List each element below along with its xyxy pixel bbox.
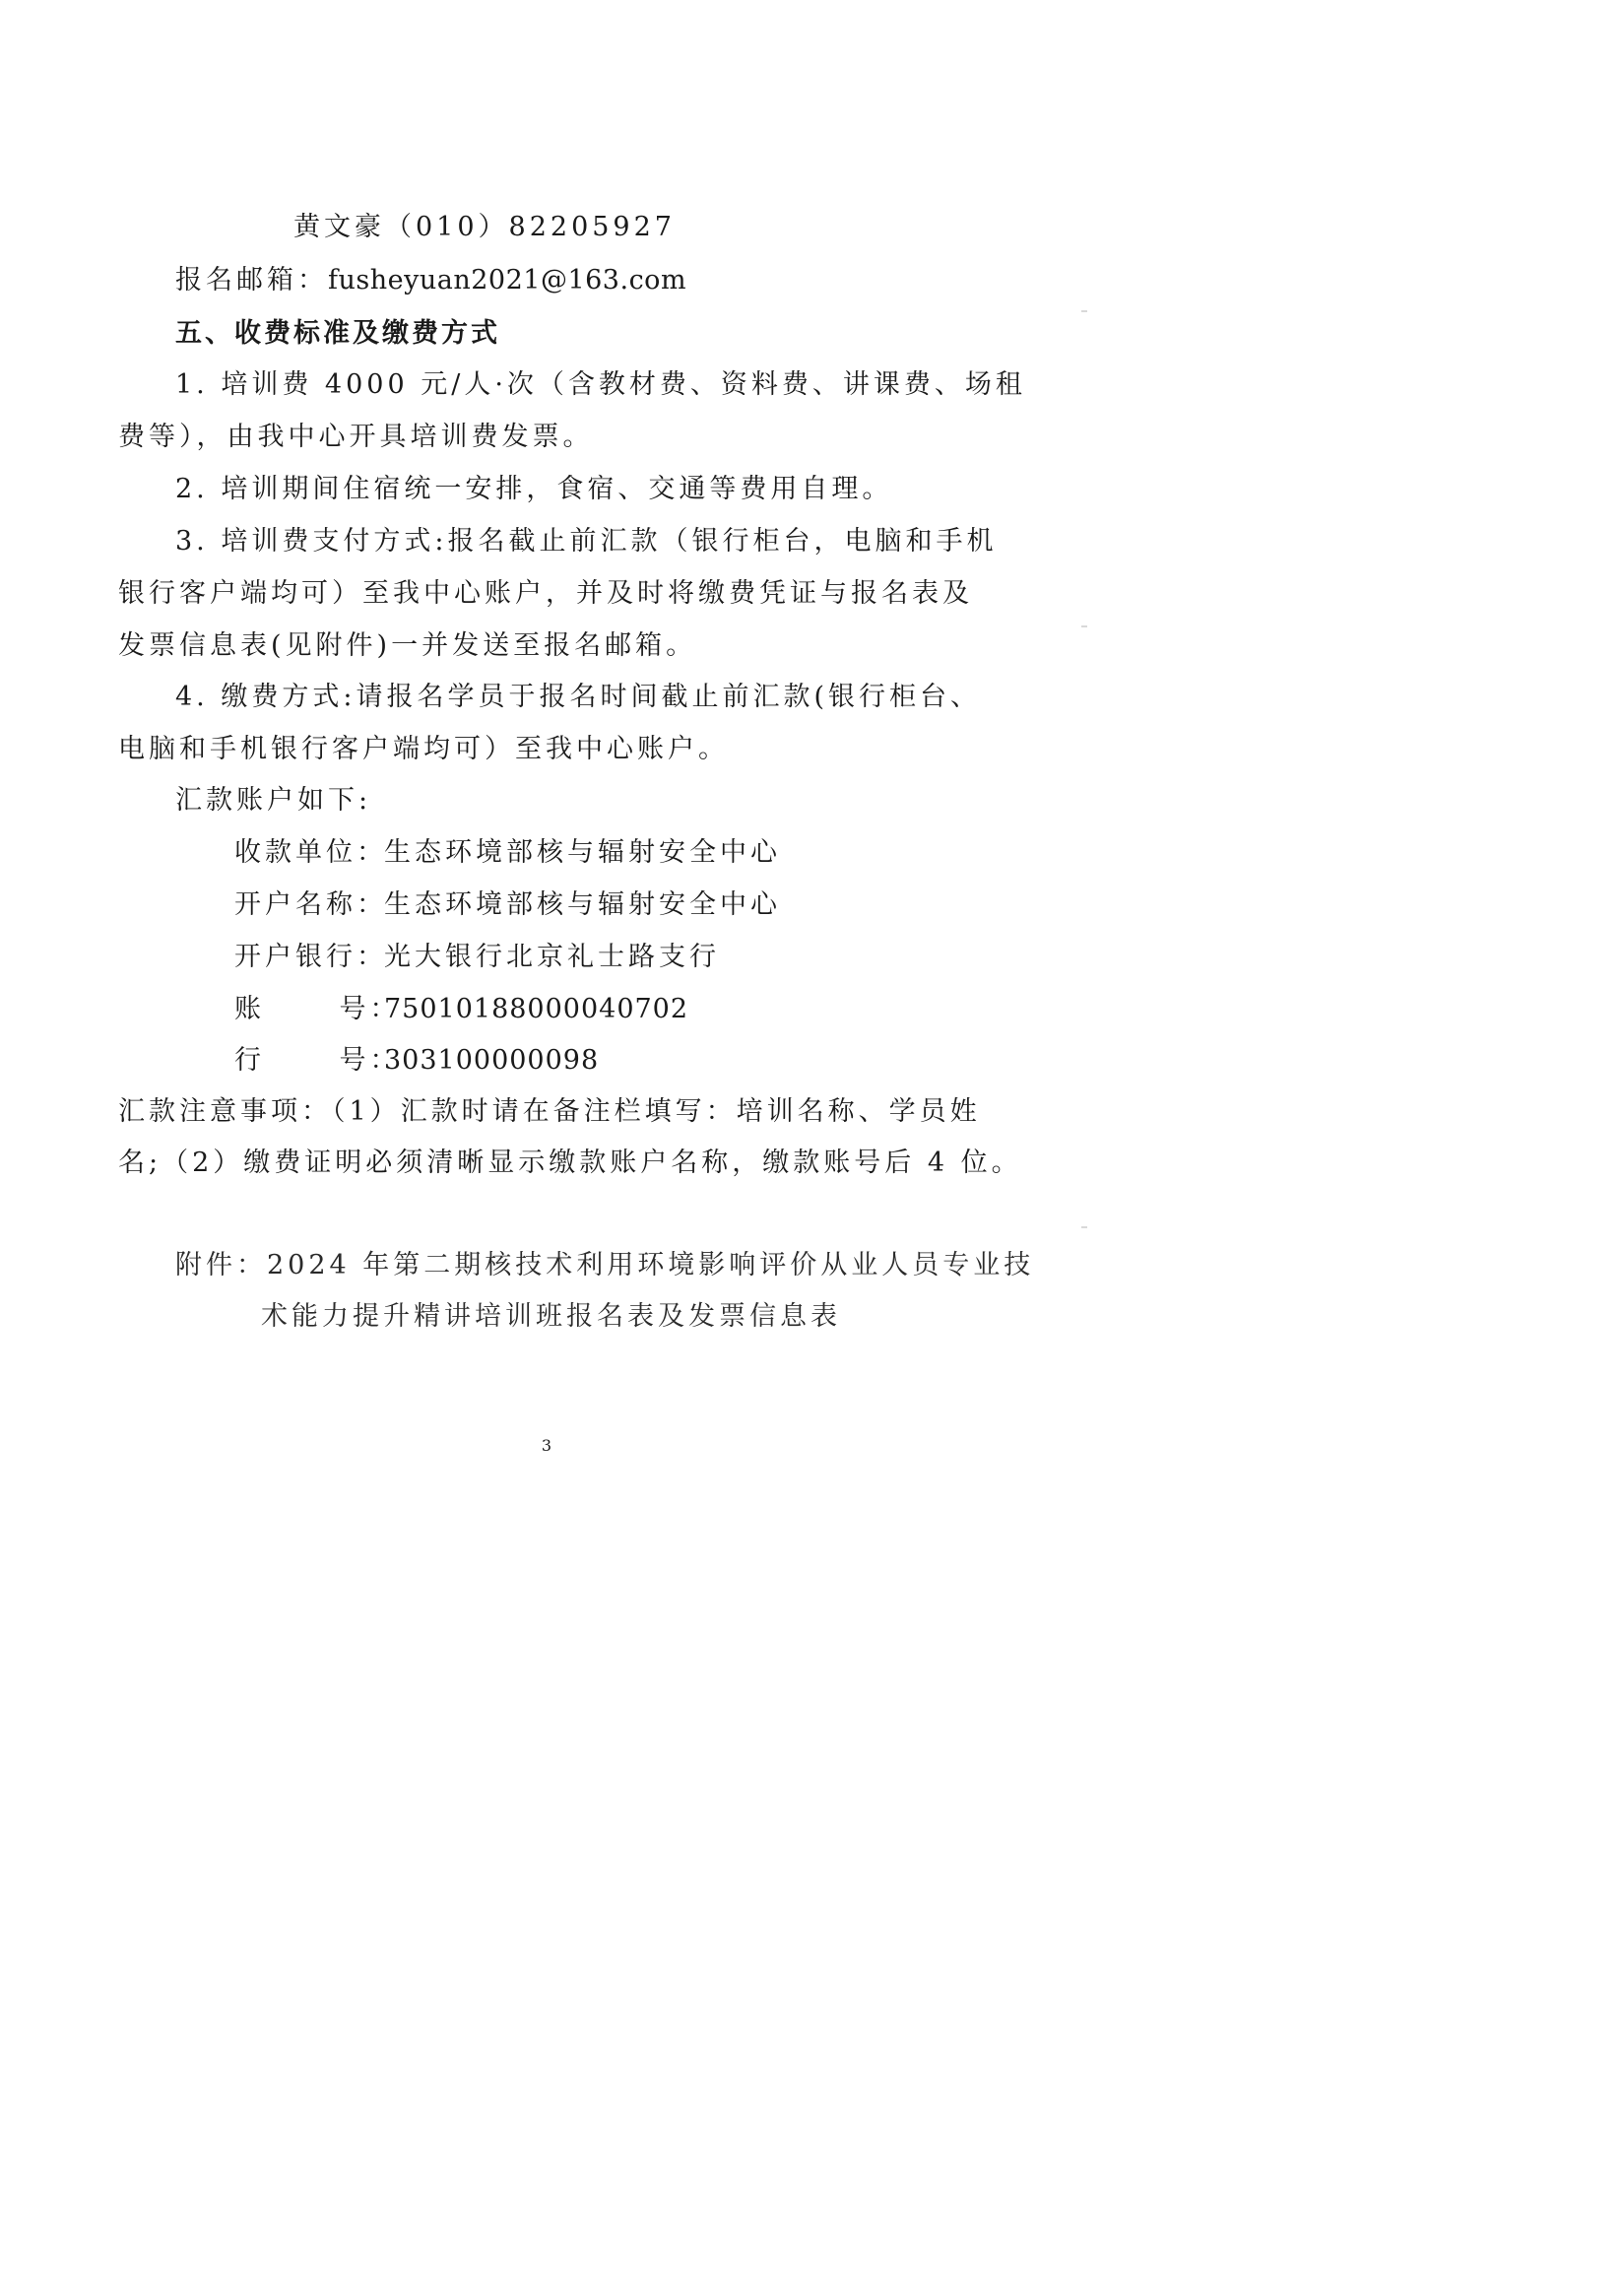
item-2-line-1: 2. 培训期间住宿统一安排，食宿、交通等费用自理。 bbox=[175, 474, 893, 504]
bank-label: 开户银行： bbox=[234, 942, 387, 972]
scan-edge-mark bbox=[1081, 310, 1087, 312]
attachment-line-1: 附件：2024 年第二期核技术利用环境影响评价从业人员专业技 bbox=[175, 1250, 1035, 1280]
payee-row bbox=[234, 836, 781, 870]
item-4-line-1: 4. 缴费方式:请报名学员于报名时间截止前汇款(银行柜台、 bbox=[175, 682, 981, 712]
item-3-line-2: 银行客户端均可）至我中心账户，并及时将缴费凭证与报名表及 bbox=[118, 578, 973, 609]
bank-code-value: 303100000098 bbox=[384, 1045, 600, 1076]
scan-edge-mark bbox=[1081, 625, 1087, 627]
item-3-line-3: 发票信息表(见附件)一并发送至报名邮箱。 bbox=[118, 630, 697, 661]
account-intro: 汇款账户如下: bbox=[175, 785, 372, 816]
email-value: fusheyuan2021@163.com bbox=[328, 265, 687, 295]
account-name-label: 开户名称： bbox=[234, 889, 387, 920]
bank-row bbox=[234, 941, 720, 974]
item-4-line-2: 电脑和手机银行客户端均可）至我中心账户。 bbox=[118, 734, 729, 764]
attachment-line-2: 术能力提升精讲培训班报名表及发票信息表 bbox=[261, 1301, 841, 1332]
contact-line: 黄文豪（010）82205927 bbox=[293, 212, 676, 242]
account-number-label: 账 号： bbox=[234, 994, 401, 1024]
bank-code-row bbox=[234, 1044, 599, 1078]
bank-code-label: 行 号： bbox=[234, 1045, 401, 1076]
document-page bbox=[0, 0, 1093, 1548]
email-row bbox=[175, 264, 686, 297]
notes-line-2: 名;（2）缴费证明必须清晰显示缴款账户名称，缴款账号后 4 位。 bbox=[118, 1148, 1022, 1178]
payee-label: 收款单位： bbox=[234, 837, 387, 868]
account-name-row bbox=[234, 888, 781, 922]
item-1-line-2: 费等），由我中心开具培训费发票。 bbox=[118, 422, 594, 452]
item-3-line-1: 3. 培训费支付方式:报名截止前汇款（银行柜台，电脑和手机 bbox=[175, 526, 998, 557]
page-number: 3 bbox=[541, 1436, 552, 1455]
email-label: 报名邮箱： bbox=[175, 265, 328, 295]
account-number-value: 75010188000040702 bbox=[384, 994, 689, 1024]
payee-value: 生态环境部核与辐射安全中心 bbox=[384, 837, 781, 868]
account-name-value: 生态环境部核与辐射安全中心 bbox=[384, 889, 781, 920]
notes-line-1: 汇款注意事项：（1）汇款时请在备注栏填写：培训名称、学员姓 bbox=[118, 1096, 981, 1127]
section-heading-fees: 五、收费标准及缴费方式 bbox=[175, 318, 500, 349]
item-1-line-1: 1. 培训费 4000 元/人·次（含教材费、资料费、讲课费、场租 bbox=[175, 369, 1026, 400]
account-number-row bbox=[234, 993, 688, 1026]
bank-value: 光大银行北京礼士路支行 bbox=[384, 942, 720, 972]
scan-edge-mark bbox=[1081, 1226, 1087, 1228]
